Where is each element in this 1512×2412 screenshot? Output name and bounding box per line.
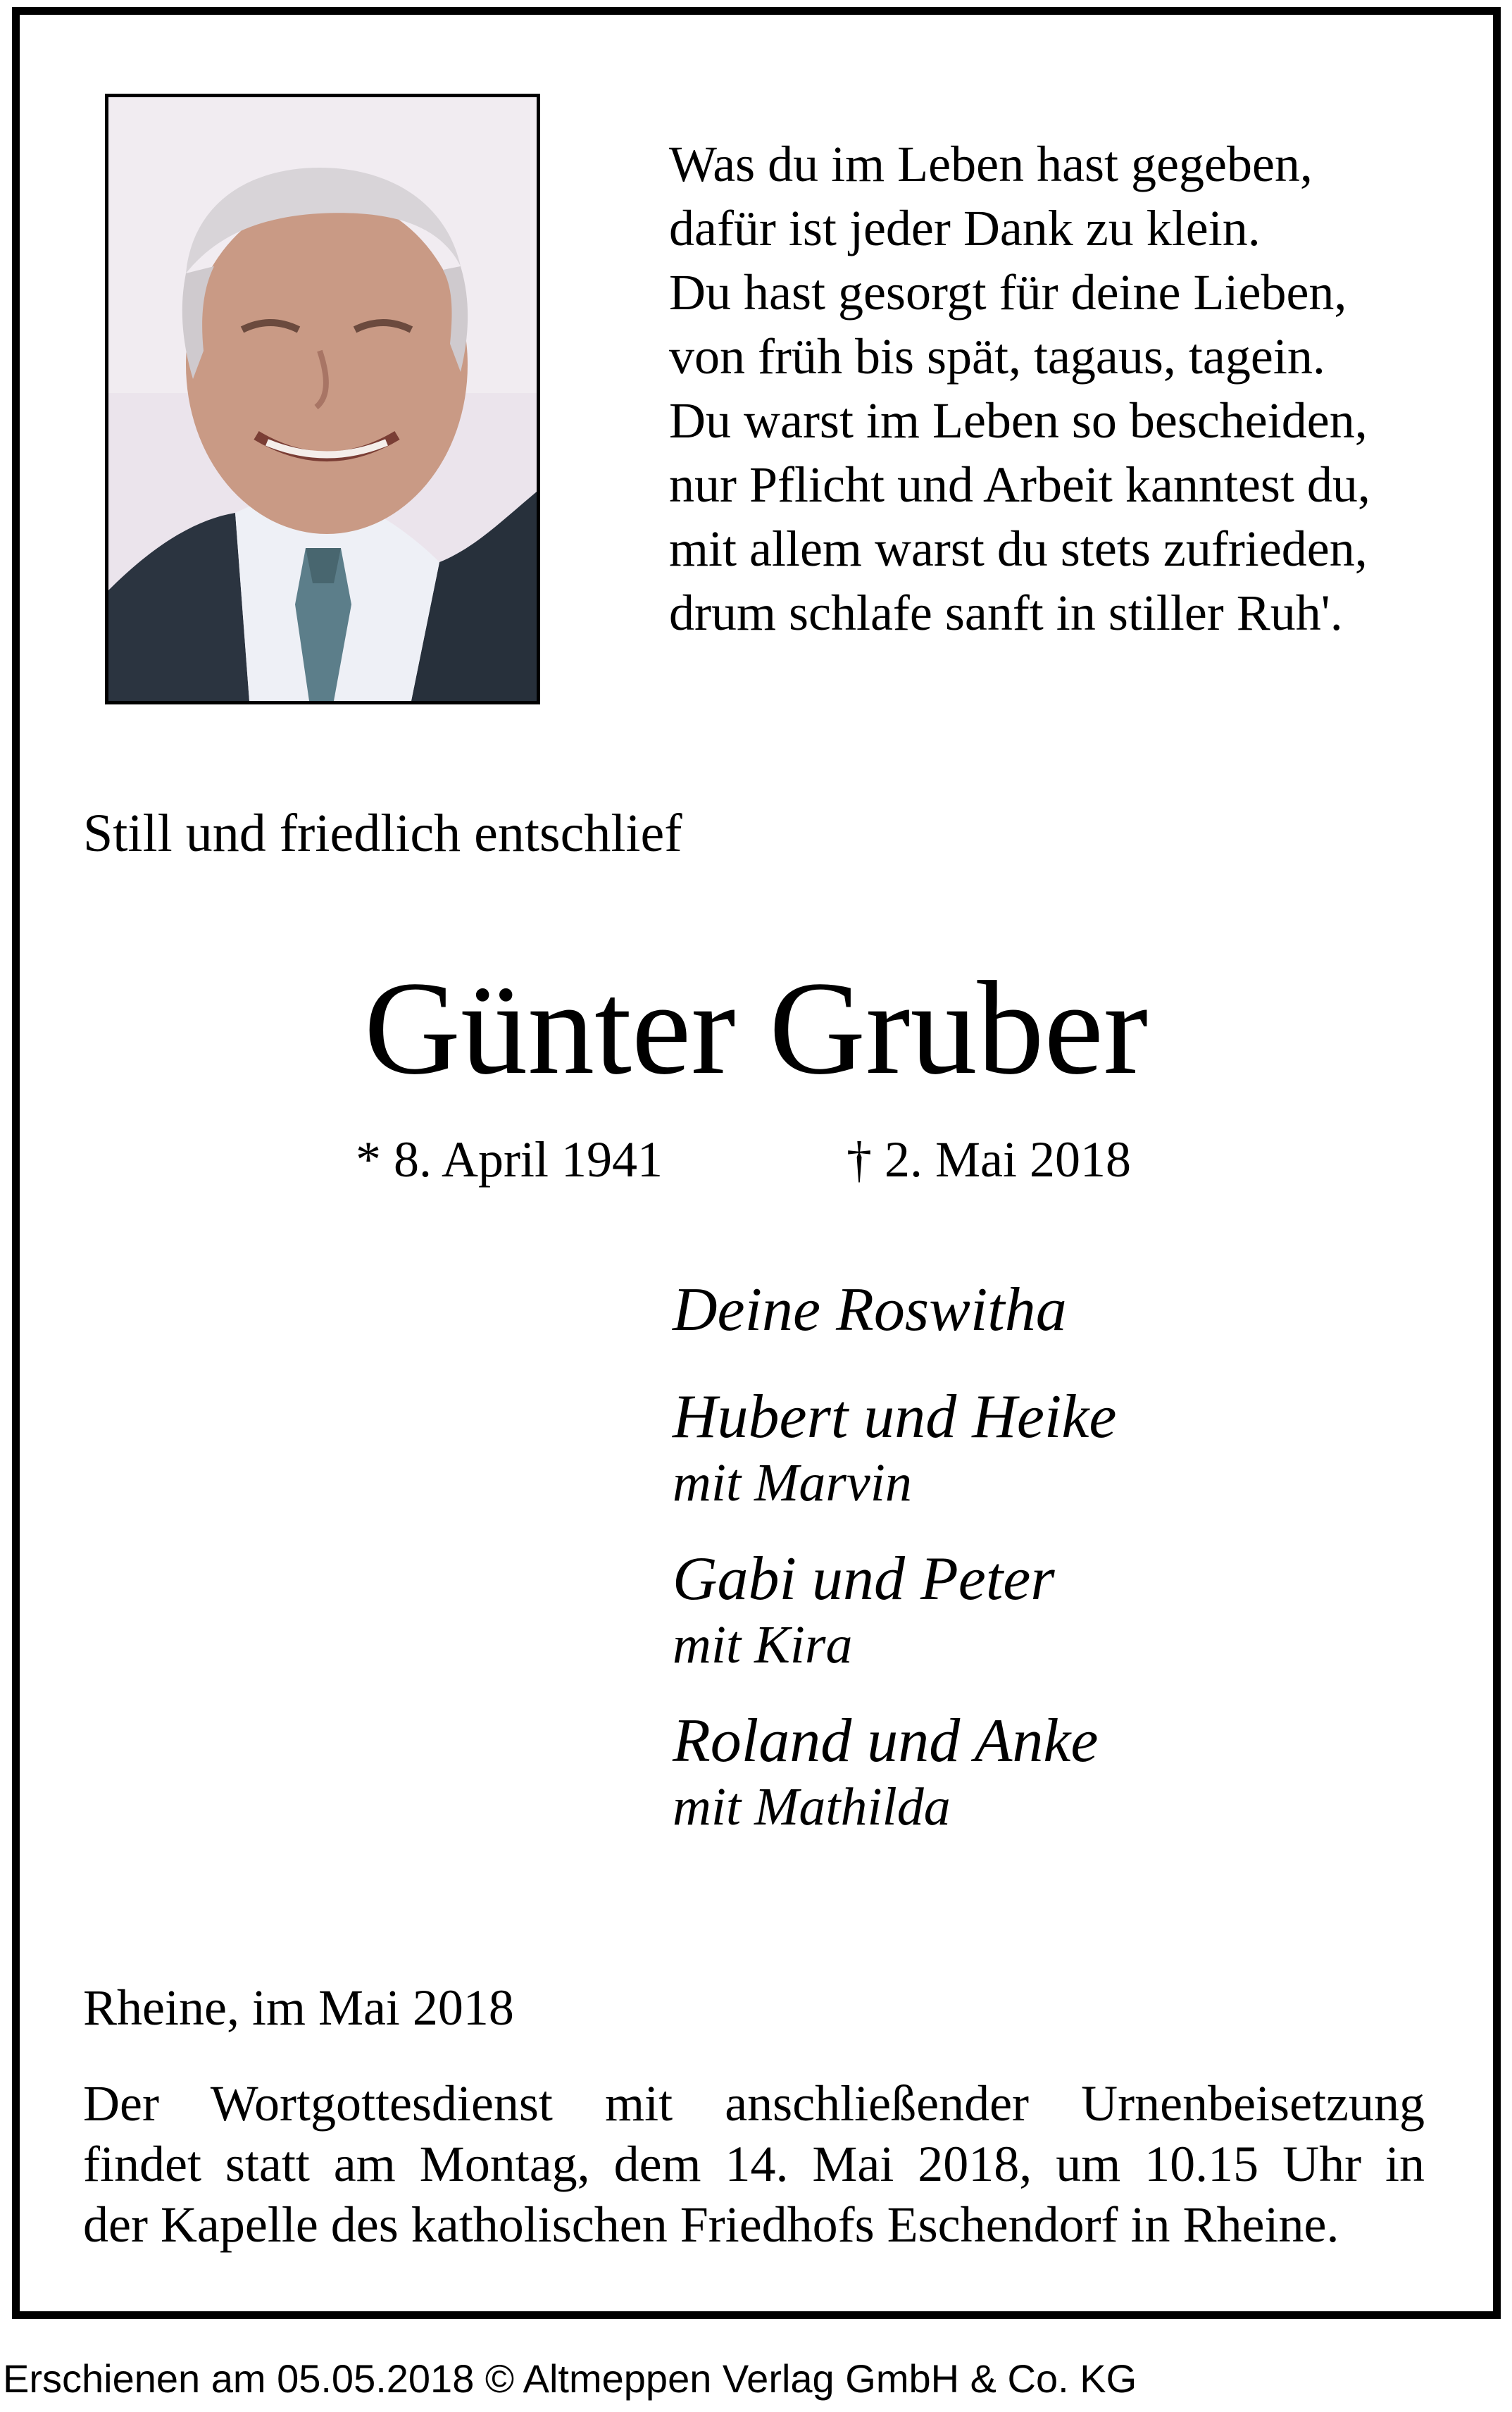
portrait-image [108, 97, 537, 701]
portrait-photo [105, 94, 540, 704]
family-member-child: mit Marvin [673, 1453, 912, 1512]
poem-line: dafür ist jeder Dank zu klein. [669, 200, 1261, 256]
poem-line: Du warst im Leben so bescheiden, [669, 392, 1368, 449]
family-member: Roland und Anke [673, 1707, 1099, 1775]
service-line: Der Wortgottesdienst mit anschließender Urnenbeisetzung [83, 2075, 1425, 2132]
death-date: † 2. Mai 2018 [846, 1131, 1131, 1188]
poem-line: Du hast gesorgt für deine Lieben, [669, 264, 1347, 321]
family-list [673, 1275, 1116, 1837]
service-line: findet statt am Montag, dem 14. Mai 2018, um 10.15 Uhr in [83, 2136, 1425, 2192]
family-member: Gabi und Peter [673, 1545, 1055, 1613]
poem-line: von früh bis spät, tagaus, tagein. [669, 328, 1325, 385]
deceased-name: Günter Gruber [363, 955, 1149, 1102]
family-member-child: mit Mathilda [673, 1777, 951, 1836]
family-member: Hubert und Heike [673, 1383, 1117, 1451]
poem-line: Was du im Leben hast gegeben, [669, 136, 1313, 192]
place-date: Rheine, im Mai 2018 [83, 1979, 514, 2036]
family-member-child: mit Kira [673, 1615, 853, 1674]
intro-text: Still und friedlich entschlief [83, 804, 682, 863]
poem [669, 132, 1370, 645]
poem-line: mit allem warst du stets zufrieden, [669, 521, 1368, 577]
family-member: Deine Roswitha [673, 1276, 1067, 1344]
poem-line: nur Pflicht und Arbeit kanntest du, [669, 456, 1370, 513]
birth-date: * 8. April 1941 [356, 1131, 663, 1188]
publication-footer: Erschienen am 05.05.2018 © Altmeppen Verlag GmbH & Co. KG [3, 2356, 1137, 2401]
poem-line: drum schlafe sanft in stiller Ruh'. [669, 585, 1343, 641]
service-line: der Kapelle des katholischen Friedhofs Eschendorf in Rheine. [83, 2196, 1339, 2253]
service-announcement [83, 2073, 1425, 2255]
